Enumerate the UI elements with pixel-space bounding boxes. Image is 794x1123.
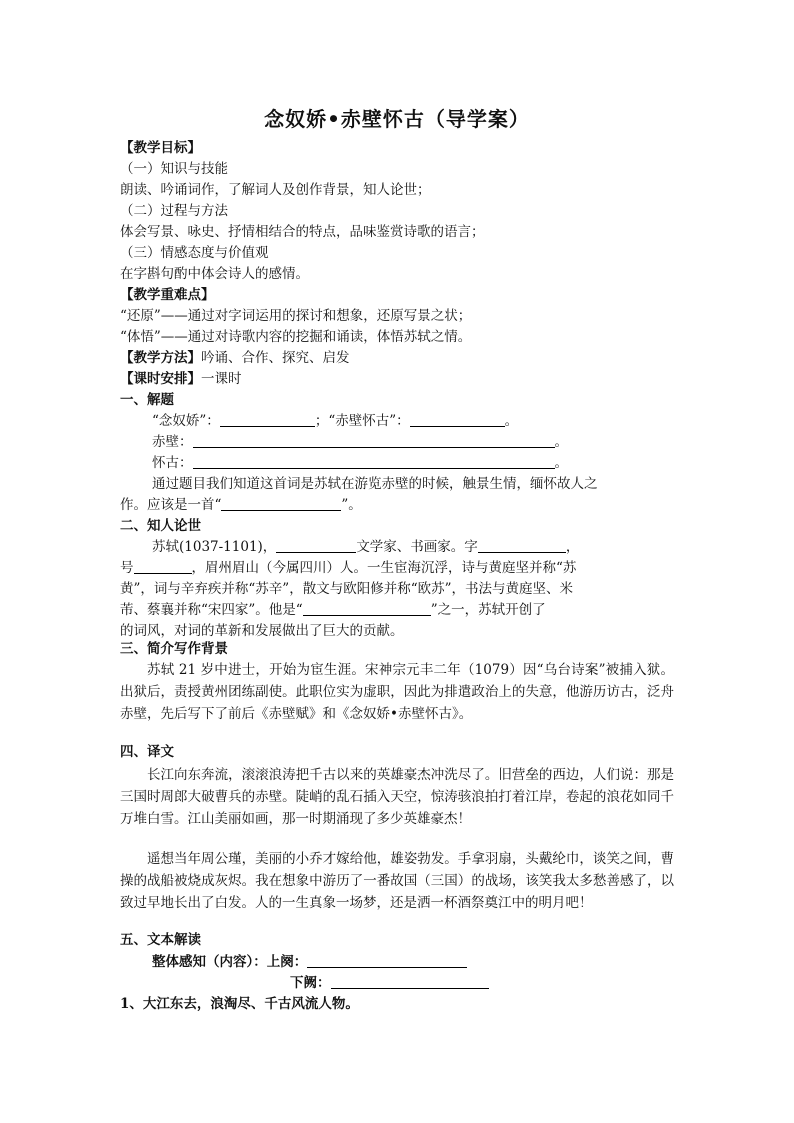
key-line-2: “体悟”——通过对诗歌内容的挖掘和诵读，体悟苏轼之情。	[120, 329, 472, 345]
goals-heading: 【教学目标】	[120, 140, 201, 156]
method-line	[120, 349, 680, 368]
author-roles: 文学家、书画家。字	[356, 539, 478, 555]
hao-blank[interactable]	[134, 559, 192, 574]
hao-label: 号	[120, 560, 134, 576]
sep-mark: ；	[314, 413, 329, 429]
chibi-line	[152, 433, 712, 452]
background-paragraph: 苏轼 21 岁中进士，开始为宦生涯。宋神宗元丰二年（1079）因“乌台诗案”被捕入狱。出狱后，责授黄州团练副使。此职位实为虚职，因此为排遣政治上的失意，他游历访古，泛舟赤壁，先后写下了前后《赤壁赋》和《念奴娇•赤壁怀古》。	[120, 662, 674, 722]
huaigu-blank[interactable]	[193, 454, 555, 469]
summary-prefix: 作。应该是一首“	[120, 497, 222, 513]
author-line-4	[120, 601, 680, 620]
xia-label: 下阙：	[290, 975, 331, 991]
translation-paragraph-1: 长江向东奔流，滚滚浪涛把千古以来的英雄豪杰冲洗尽了。旧营垒的西边，人们说：那是三国时周郎大破曹兵的赤壁。陡峭的乱石插入天空，惊涛骇浪拍打着江岸，卷起的浪花如同千万堆白雪。江山美丽如画，那一时期涌现了多少英雄豪杰！	[120, 767, 674, 827]
huaigu-line	[152, 454, 712, 473]
title-summary-line-2	[120, 496, 680, 515]
author-line-3: 黄”，词与辛弃疾并称“苏辛”，散文与欧阳修并称“欧苏”，书法与黄庭坚、米	[120, 581, 574, 597]
section-1-heading: 一、解题	[120, 392, 174, 408]
goal-1-text: 朗读、吟诵词作，了解词人及创作背景，知人论世；	[120, 182, 431, 198]
goal-3-text: 在字斟句酌中体会诗人的感情。	[120, 266, 309, 282]
title-summary-line-1: 通过题目我们知道这首词是苏轼在游览赤壁的时候，触景生情，缅怀故人之	[152, 476, 598, 492]
chibi-label: 赤壁：	[152, 434, 193, 450]
end-mark: 。	[504, 413, 519, 429]
author-line-5: 的词风，对词的革新和发展做出了巨大的贡献。	[120, 623, 404, 639]
section-2-heading: 二、知人论世	[120, 518, 201, 534]
xia-que-line	[290, 974, 794, 993]
section-4-heading: 四、译文	[120, 744, 174, 760]
author-line-2	[120, 559, 680, 578]
author-bio: ，眉州眉山（今属四川）人。一生宦海沉浮，诗与黄庭坚并称“苏	[191, 560, 577, 576]
nnj-label: “念奴娇”：	[152, 413, 220, 429]
huaigu-end: 。	[554, 455, 568, 471]
key-heading: 【教学重难点】	[120, 287, 215, 303]
section-3-heading: 三、简介写作背景	[120, 641, 228, 657]
analysis-item-1: 1、大江东去，浪淘尽、千古风流人物。	[120, 996, 359, 1012]
school-blank[interactable]	[303, 601, 431, 616]
xia-que-blank[interactable]	[331, 974, 489, 989]
dynasty-blank[interactable]	[276, 538, 356, 553]
schedule-text: 一课时	[201, 371, 242, 387]
school-suffix: ”之一，苏轼开创了	[430, 602, 546, 618]
method-text: 吟诵、合作、探究、启发	[201, 350, 350, 366]
page-title: 念奴娇•赤壁怀古（导学案）	[264, 107, 530, 131]
method-label: 【教学方法】	[120, 350, 201, 366]
schedule-line	[120, 370, 680, 389]
goal-1-title: （一）知识与技能	[120, 161, 228, 177]
school-prefix: 芾、蔡襄并称“宋四家”。他是“	[120, 602, 303, 618]
nnj-blank[interactable]	[220, 412, 315, 427]
goal-2-title: （二）过程与方法	[120, 203, 228, 219]
summary-blank[interactable]	[221, 496, 341, 511]
chibi-blank[interactable]	[193, 433, 555, 448]
huaigu-label: 怀古：	[152, 455, 193, 471]
schedule-label: 【课时安排】	[120, 371, 201, 387]
section-5-heading: 五、文本解读	[120, 932, 201, 948]
goal-2-text: 体会写景、咏史、抒情相结合的特点，品味鉴赏诗歌的语言；	[120, 224, 485, 240]
cbhg-blank[interactable]	[410, 412, 505, 427]
overall-perception-line	[152, 953, 712, 972]
overall-label: 整体感知（内容）：上阕：	[152, 954, 308, 970]
title-explain-line	[152, 412, 712, 431]
goal-3-title: （三）情感态度与价值观	[120, 245, 269, 261]
author-years: 苏轼(1037-1101)，	[152, 539, 277, 555]
zi-blank[interactable]	[478, 538, 566, 553]
cbhg-label: “赤壁怀古”：	[328, 413, 410, 429]
author-line-1	[152, 538, 712, 557]
chibi-end: 。	[554, 434, 568, 450]
author-comma: ，	[565, 539, 580, 555]
summary-suffix: ”。	[341, 497, 362, 513]
key-line-1: “还原”——通过对字词运用的探讨和想象，还原写景之状；	[120, 308, 472, 324]
shang-que-blank[interactable]	[307, 953, 467, 968]
translation-paragraph-2: 遥想当年周公瑾，美丽的小乔才嫁给他，雄姿勃发。手拿羽扇，头戴纶巾，谈笑之间，曹操的战船被烧成灰烬。我在想象中游历了一番故国（三国）的战场，该笑我太多愁善感了，以致过早地长出了白发。人的一生真象一场梦，还是洒一杯酒祭奠江中的明月吧！	[120, 851, 674, 911]
